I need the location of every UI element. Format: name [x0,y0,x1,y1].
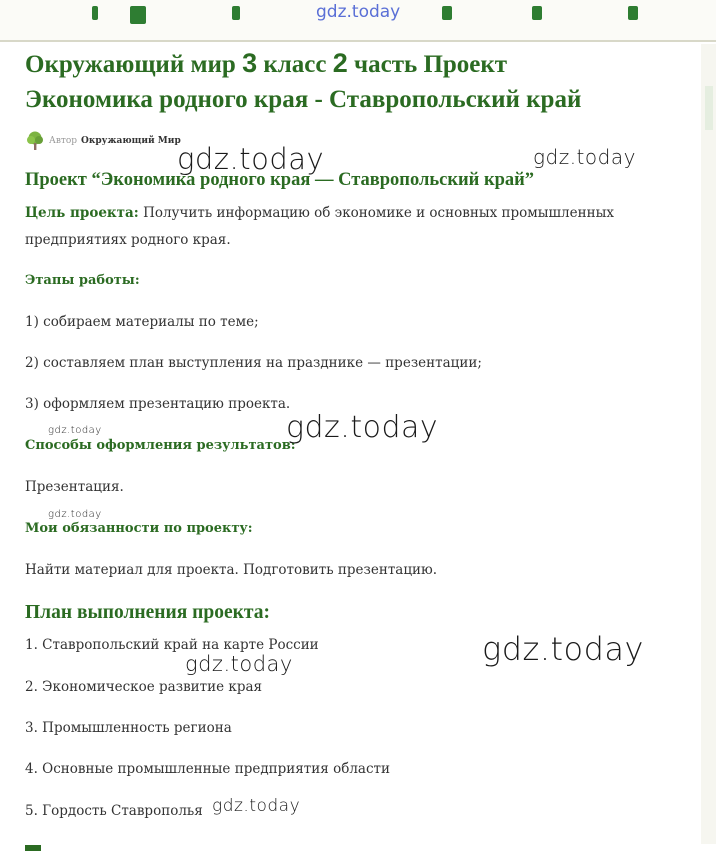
project-heading: Проект “Экономика родного края — Ставропольский край” [25,170,535,190]
next-heading-fragment [25,841,47,851]
stage-item: 1) собираем материалы по теме; [25,314,259,330]
watermark: gdz.today [533,145,636,169]
author-byline [25,130,181,152]
methods-text: Презентация. [25,479,124,495]
methods-label: Способы оформления результатов: [25,438,296,453]
tree-icon [25,131,45,151]
header-nav-fragment[interactable] [92,6,98,20]
site-header [0,0,716,42]
watermark: gdz.today [212,796,301,816]
plan-item: 1. Ставропольский край на карте России [25,637,319,653]
author-name-link[interactable]: Окружающий Мир [81,136,181,146]
watermark: gdz.today [482,630,644,668]
header-nav-fragment[interactable] [130,6,146,24]
plan-item: 2. Экономическое развитие края [25,679,263,695]
sidebar-block [705,86,713,130]
watermark: gdz.today [177,142,325,176]
watermark: gdz.today [48,509,102,520]
sidebar-edge [701,44,716,844]
plan-item: 4. Основные промышленные предприятия области [25,761,390,777]
top-watermark: gdz.today [316,2,401,22]
author-label: Автор [49,136,78,146]
stages-label: Этапы работы: [25,273,140,288]
header-nav-fragment[interactable] [232,6,240,20]
page-title: Окружающий мир 3 класс 2 часть Проект Экономика родного края - Ставропольский край [25,48,582,113]
goal-label: Цель проекта: [25,205,139,221]
plan-heading: План выполнения проекта: [25,602,270,623]
stage-item: 2) составляем план выступления на празднике — презентации; [25,355,482,371]
duties-text: Найти материал для проекта. Подготовить презентацию. [25,562,438,578]
goal-text: Получить информацию об экономике и основных промышленных [138,205,614,221]
duties-label: Мои обязанности по проекту: [25,521,253,536]
header-nav-fragment[interactable] [442,6,452,20]
goal-paragraph [25,200,614,254]
header-nav-fragment[interactable] [532,6,542,20]
watermark: gdz.today [286,410,439,445]
watermark: gdz.today [48,425,102,436]
goal-text-2: предприятиях родного края. [25,232,231,248]
plan-item: 5. Гордость Ставрополья [25,803,203,819]
stage-item: 3) оформляем презентацию проекта. [25,396,291,412]
plan-item: 3. Промышленность региона [25,720,232,736]
header-nav-fragment[interactable] [628,6,638,20]
watermark: gdz.today [185,652,293,676]
